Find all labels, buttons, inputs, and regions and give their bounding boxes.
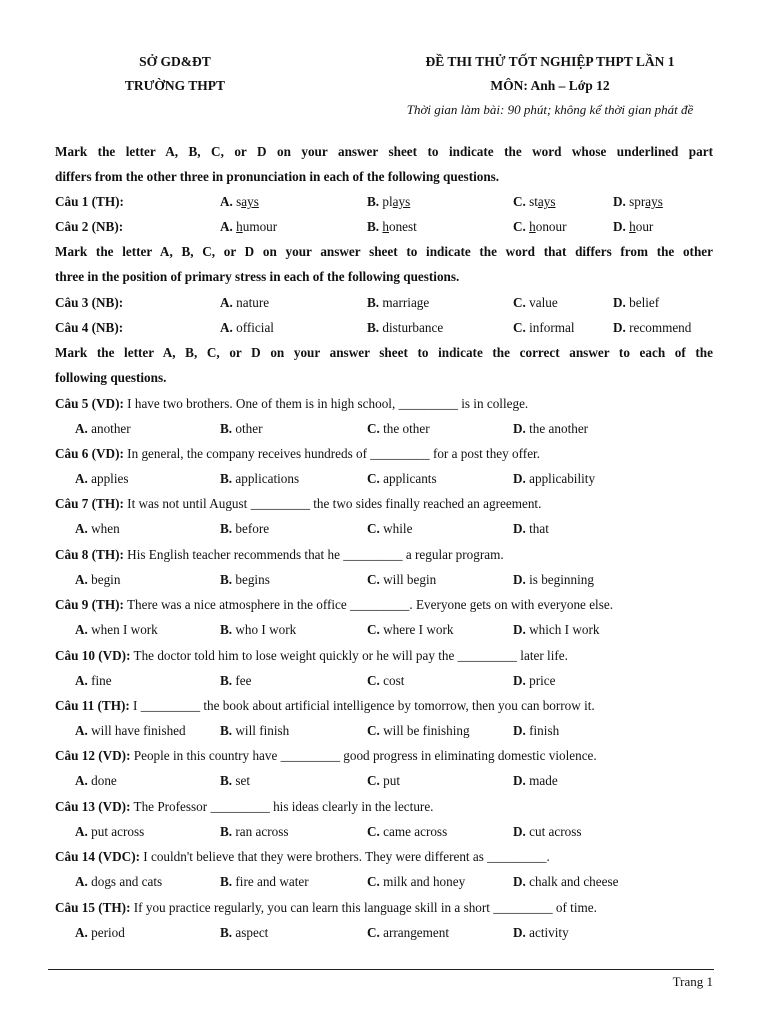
- option-letter: C.: [367, 773, 380, 788]
- option-letter: D.: [513, 874, 526, 889]
- option-letter: C.: [367, 874, 380, 889]
- answer-option: [75, 773, 117, 789]
- option-text: nature: [236, 295, 270, 310]
- underlined-part: ays: [645, 194, 663, 209]
- subject-line: MÔN: Anh – Lớp 12: [490, 78, 610, 93]
- answer-option: [367, 622, 453, 638]
- question-number: Câu 4 (NB):: [55, 320, 124, 335]
- option-text: our: [635, 219, 654, 234]
- exam-title: ĐỀ THI THỬ TỐT NGHIỆP THPT LẦN 1: [425, 54, 675, 69]
- question-number: Câu 2 (NB):: [55, 219, 124, 234]
- option-letter: D.: [513, 773, 526, 788]
- option-letter: C.: [367, 723, 380, 738]
- answer-option: [367, 521, 412, 537]
- option-text: pl: [382, 194, 393, 209]
- option-text: fee: [235, 673, 252, 688]
- answer-option: [367, 824, 447, 840]
- option-letter: B.: [367, 295, 380, 310]
- option-letter: B.: [220, 824, 233, 839]
- question-number: Câu 13 (VD):: [55, 799, 131, 814]
- underlined-part: ays: [392, 194, 411, 209]
- answer-option: [513, 421, 588, 437]
- answer-option: [513, 723, 559, 739]
- option-text: put across: [91, 824, 145, 839]
- question-number: Câu 6 (VD):: [55, 446, 124, 461]
- answer-option: [513, 194, 556, 210]
- option-text: finish: [529, 723, 560, 738]
- option-letter: A.: [220, 219, 233, 234]
- footer-rule: [48, 969, 714, 970]
- answer-option: [75, 421, 131, 437]
- instruction-line: Mark the letter A, B, C, or D on your answer sheet to indicate the word that differs from the other: [55, 244, 713, 259]
- department-name: SỞ GD&ĐT: [139, 54, 211, 69]
- question-text: People in this country have _________ good progress in eliminating domestic violence.: [133, 748, 597, 763]
- option-text: is beginning: [529, 572, 594, 587]
- answer-option: [220, 572, 270, 588]
- option-text: when I work: [91, 622, 158, 637]
- question-label: [55, 295, 123, 311]
- option-text: dogs and cats: [91, 874, 163, 889]
- answer-option: [513, 874, 618, 890]
- answer-option: [367, 421, 430, 437]
- option-text: will finish: [235, 723, 290, 738]
- option-letter: C.: [367, 521, 380, 536]
- option-letter: A.: [75, 421, 88, 436]
- option-letter: C.: [513, 320, 526, 335]
- option-letter: B.: [220, 521, 233, 536]
- answer-option: [75, 723, 186, 739]
- question-stem: [55, 396, 528, 412]
- question-stem: [55, 446, 540, 462]
- question-stem: [55, 496, 541, 512]
- answer-option: [367, 320, 443, 336]
- option-text: begins: [235, 572, 270, 587]
- option-text: value: [529, 295, 558, 310]
- option-text: that: [529, 521, 549, 536]
- time-note: Thời gian làm bài: 90 phút; không kể thời gian phát đề: [406, 102, 694, 117]
- option-text: will be finishing: [383, 723, 470, 738]
- answer-option: [75, 673, 112, 689]
- underlined-part: h: [236, 219, 243, 234]
- question-number: Câu 8 (TH):: [55, 547, 124, 562]
- underlined-part: ays: [241, 194, 259, 209]
- question-number: Câu 5 (VD):: [55, 396, 124, 411]
- option-text: cut across: [529, 824, 582, 839]
- option-text: done: [91, 773, 117, 788]
- option-text: the other: [383, 421, 430, 436]
- option-letter: C.: [367, 673, 380, 688]
- option-letter: D.: [513, 723, 526, 738]
- option-text: the another: [529, 421, 589, 436]
- option-letter: C.: [367, 824, 380, 839]
- option-letter: B.: [220, 421, 233, 436]
- question-stem: [55, 799, 433, 815]
- question-text: I have two brothers. One of them is in high school, _________ is in college.: [127, 396, 529, 411]
- question-text: It was not until August _________ the two sides finally reached an agreement.: [127, 496, 542, 511]
- option-text: when: [91, 521, 120, 536]
- answer-option: [75, 471, 128, 487]
- answer-option: [613, 194, 663, 210]
- instruction-line: Mark the letter A, B, C, or D on your answer sheet to indicate the correct answer to each of the: [55, 345, 713, 360]
- option-letter: D.: [513, 521, 526, 536]
- question-text: If you practice regularly, you can learn this language skill in a short _________ of time.: [133, 900, 597, 915]
- option-text: fine: [91, 673, 112, 688]
- answer-option: [513, 773, 558, 789]
- option-letter: C.: [513, 219, 526, 234]
- option-text: disturbance: [382, 320, 444, 335]
- answer-option: [513, 521, 549, 537]
- question-text: The doctor told him to lose weight quickly or he will pay the _________ later life.: [133, 648, 568, 663]
- question-stem: [55, 748, 597, 764]
- question-number: Câu 7 (TH):: [55, 496, 124, 511]
- question-number: Câu 12 (VD):: [55, 748, 131, 763]
- answer-option: [220, 521, 269, 537]
- answer-option: [367, 295, 429, 311]
- option-letter: D.: [513, 622, 526, 637]
- option-letter: C.: [513, 194, 526, 209]
- option-letter: B.: [220, 874, 233, 889]
- answer-option: [75, 622, 158, 638]
- option-letter: A.: [75, 572, 88, 587]
- option-letter: B.: [367, 320, 380, 335]
- option-text: another: [91, 421, 131, 436]
- option-letter: A.: [75, 471, 88, 486]
- option-text: before: [235, 521, 270, 536]
- option-text: chalk and cheese: [529, 874, 619, 889]
- option-text: activity: [529, 925, 569, 940]
- option-text: applications: [235, 471, 300, 486]
- option-text: came across: [383, 824, 448, 839]
- answer-option: [220, 194, 259, 210]
- option-text: set: [235, 773, 251, 788]
- question-stem: [55, 849, 550, 865]
- answer-option: [367, 572, 436, 588]
- option-letter: A.: [75, 673, 88, 688]
- school-name: TRƯỜNG THPT: [124, 78, 226, 93]
- answer-option: [75, 925, 125, 941]
- option-text: will begin: [383, 572, 437, 587]
- question-number: Câu 11 (TH):: [55, 698, 130, 713]
- question-text: There was a nice atmosphere in the office _________. Everyone gets on with everyone else.: [126, 597, 614, 612]
- answer-option: [220, 925, 268, 941]
- option-letter: A.: [220, 194, 233, 209]
- option-text: which I work: [529, 622, 600, 637]
- answer-option: [513, 471, 595, 487]
- option-letter: D.: [613, 295, 626, 310]
- underlined-part: h: [529, 219, 536, 234]
- option-text: aspect: [235, 925, 269, 940]
- option-text: period: [91, 925, 125, 940]
- answer-option: [367, 925, 449, 941]
- answer-option: [220, 471, 299, 487]
- option-text: s: [236, 194, 242, 209]
- option-text: ran across: [235, 824, 289, 839]
- answer-option: [75, 824, 144, 840]
- option-letter: A.: [75, 723, 88, 738]
- question-label: [55, 219, 123, 235]
- option-text: price: [529, 673, 556, 688]
- option-letter: C.: [367, 925, 380, 940]
- option-letter: A.: [220, 295, 233, 310]
- option-text: begin: [91, 572, 121, 587]
- option-text: onest: [388, 219, 417, 234]
- option-text: other: [235, 421, 263, 436]
- option-letter: D.: [513, 421, 526, 436]
- answer-option: [75, 874, 162, 890]
- option-letter: D.: [513, 673, 526, 688]
- option-letter: B.: [367, 194, 380, 209]
- answer-option: [513, 219, 567, 235]
- option-text: applies: [91, 471, 129, 486]
- option-text: put: [383, 773, 400, 788]
- underlined-part: h: [629, 219, 636, 234]
- question-text: I couldn't believe that they were brothers. They were different as _________.: [143, 849, 550, 864]
- answer-option: [613, 295, 659, 311]
- option-letter: D.: [613, 194, 626, 209]
- answer-option: [367, 471, 437, 487]
- option-text: fire and water: [235, 874, 309, 889]
- answer-option: [513, 925, 569, 941]
- option-text: st: [529, 194, 538, 209]
- answer-option: [367, 723, 470, 739]
- option-letter: C.: [513, 295, 526, 310]
- option-text: while: [383, 521, 413, 536]
- instruction-line: three in the position of primary stress in each of the following questions.: [55, 269, 460, 284]
- question-label: [55, 194, 124, 210]
- instruction-line: differs from the other three in pronunciation in each of the following questions.: [55, 169, 500, 184]
- option-letter: B.: [367, 219, 380, 234]
- question-number: Câu 3 (NB):: [55, 295, 124, 310]
- option-letter: C.: [367, 572, 380, 587]
- answer-option: [75, 572, 120, 588]
- option-letter: D.: [613, 219, 626, 234]
- answer-option: [513, 320, 575, 336]
- question-stem: [55, 547, 504, 563]
- option-letter: A.: [75, 824, 88, 839]
- option-text: where I work: [383, 622, 454, 637]
- question-label: [55, 320, 123, 336]
- answer-option: [613, 219, 653, 235]
- option-letter: B.: [220, 572, 233, 587]
- instruction-line: following questions.: [55, 370, 167, 385]
- option-letter: A.: [75, 521, 88, 536]
- option-letter: B.: [220, 622, 233, 637]
- answer-option: [367, 874, 465, 890]
- option-text: umour: [242, 219, 278, 234]
- underlined-part: h: [382, 219, 389, 234]
- page-number: Trang 1: [672, 974, 713, 989]
- question-stem: [55, 698, 595, 714]
- answer-option: [513, 295, 558, 311]
- question-number: Câu 9 (TH):: [55, 597, 124, 612]
- answer-option: [367, 194, 410, 210]
- answer-option: [220, 320, 274, 336]
- option-text: informal: [529, 320, 575, 335]
- underlined-part: ays: [537, 194, 556, 209]
- question-number: Câu 15 (TH):: [55, 900, 131, 915]
- answer-option: [513, 673, 555, 689]
- option-letter: A.: [220, 320, 233, 335]
- option-text: who I work: [235, 622, 297, 637]
- option-text: cost: [383, 673, 405, 688]
- option-text: milk and honey: [383, 874, 466, 889]
- answer-option: [220, 773, 250, 789]
- answer-option: [75, 521, 120, 537]
- option-letter: A.: [75, 925, 88, 940]
- option-text: marriage: [382, 295, 430, 310]
- question-stem: [55, 900, 597, 916]
- question-number: Câu 14 (VDC):: [55, 849, 140, 864]
- answer-option: [220, 622, 296, 638]
- option-text: applicants: [383, 471, 437, 486]
- option-letter: D.: [513, 572, 526, 587]
- option-letter: D.: [513, 471, 526, 486]
- question-text: I _________ the book about artificial intelligence by tomorrow, then you can borrow it.: [133, 698, 595, 713]
- answer-option: [367, 673, 404, 689]
- option-letter: B.: [220, 471, 233, 486]
- option-text: onour: [535, 219, 567, 234]
- option-letter: C.: [367, 622, 380, 637]
- option-letter: C.: [367, 421, 380, 436]
- option-text: applicability: [529, 471, 596, 486]
- answer-option: [513, 572, 594, 588]
- answer-option: [367, 219, 417, 235]
- option-text: will have finished: [91, 723, 186, 738]
- option-text: official: [236, 320, 274, 335]
- answer-option: [513, 824, 582, 840]
- option-letter: D.: [513, 824, 526, 839]
- answer-option: [367, 773, 400, 789]
- answer-option: [220, 673, 252, 689]
- question-text: In general, the company receives hundreds of _________ for a post they offer.: [127, 446, 541, 461]
- option-letter: A.: [75, 622, 88, 637]
- option-letter: A.: [75, 773, 88, 788]
- option-text: recommend: [629, 320, 692, 335]
- option-letter: C.: [367, 471, 380, 486]
- option-text: arrangement: [383, 925, 450, 940]
- option-letter: D.: [613, 320, 626, 335]
- option-letter: B.: [220, 673, 233, 688]
- answer-option: [220, 824, 288, 840]
- answer-option: [613, 320, 691, 336]
- option-letter: D.: [513, 925, 526, 940]
- answer-option: [513, 622, 599, 638]
- answer-option: [220, 421, 263, 437]
- answer-option: [220, 723, 289, 739]
- answer-option: [220, 295, 269, 311]
- question-stem: [55, 648, 568, 664]
- option-text: made: [529, 773, 558, 788]
- option-text: belief: [629, 295, 660, 310]
- option-letter: B.: [220, 773, 233, 788]
- question-number: Câu 10 (VD):: [55, 648, 131, 663]
- option-letter: B.: [220, 925, 233, 940]
- answer-option: [220, 219, 277, 235]
- option-text: spr: [629, 194, 646, 209]
- option-letter: A.: [75, 874, 88, 889]
- question-text: The Professor _________ his ideas clearly in the lecture.: [133, 799, 434, 814]
- question-number: Câu 1 (TH):: [55, 194, 124, 209]
- instruction-line: Mark the letter A, B, C, or D on your answer sheet to indicate the word whose underlined part: [55, 144, 713, 159]
- answer-option: [220, 874, 309, 890]
- option-letter: B.: [220, 723, 233, 738]
- question-stem: [55, 597, 613, 613]
- question-text: His English teacher recommends that he _________ a regular program.: [127, 547, 504, 562]
